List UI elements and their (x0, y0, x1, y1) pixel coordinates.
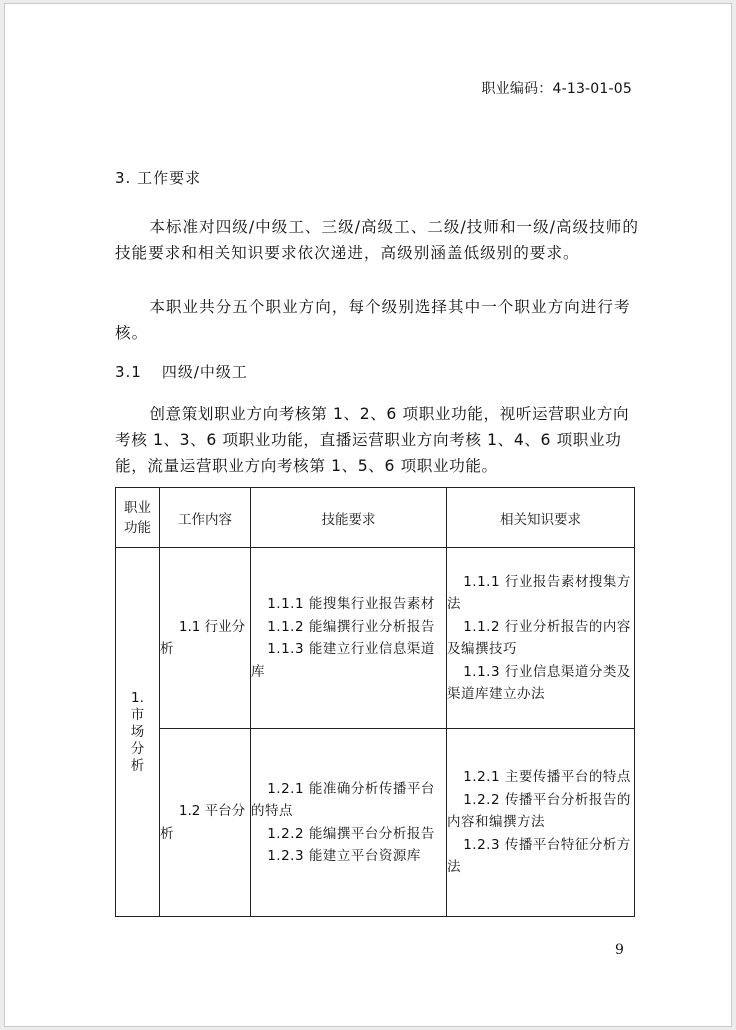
work-cell: 1.1 行业分析 (160, 548, 251, 729)
skills-cell (251, 729, 447, 917)
subsection-heading (115, 361, 248, 382)
section-paragraph-2: 本职业共分五个职业方向，每个级别选择其中一个职业方向进行考核。 (115, 298, 631, 342)
skill-item: 1.1.2 能编撰行业分析报告 (267, 618, 435, 635)
skill-item: 1.1.1 能搜集行业报告素材 (267, 596, 435, 612)
section-paragraph-1: 本标准对四级/中级工、三级/高级工、二级/技师和一级/高级技师的技能要求和相关知识要求依次递进，高级别涵盖低级别的要求。 (115, 218, 639, 262)
knowledge-item: 1.2.1 主要传播平台的特点 (463, 769, 631, 786)
knowledge-cell (447, 548, 635, 729)
skill-item: 1.2.3 能建立平台资源库 (267, 848, 421, 864)
knowledge-cell (447, 729, 635, 917)
function-cell: 1.市场分析 (116, 548, 160, 917)
knowledge-item: 1.2.3 传播平台特征分析方法 (447, 836, 631, 876)
skill-item: 1.2.2 能编撰平台分析报告 (267, 825, 435, 842)
skill-item: 1.2.1 能准确分析传播平台的特点 (251, 780, 435, 819)
subsection-title: 四级/中级工 (161, 363, 248, 381)
header-skills: 技能要求 (251, 488, 447, 548)
job-code: 职业编码：4-13-01-05 (481, 81, 632, 97)
header-work: 工作内容 (160, 488, 251, 548)
table-header-row (116, 488, 635, 548)
knowledge-item: 1.1.1 行业报告素材搜集方法 (447, 573, 631, 612)
subsection-paragraph: 创意策划职业方向考核第 1、2、6 项职业功能，视听运营职业方向考核 1、3、6 项职业功能，直播运营职业方向考核 1、4、6 项职业功能，流量运营职业方向考核第 1、5、6 项职业功能。 (115, 405, 630, 475)
work-cell: 1.2 平台分析 (160, 729, 251, 917)
page-number: 9 (615, 942, 624, 958)
header-function: 职业功能 (116, 488, 160, 548)
subsection-number: 3.1 (115, 363, 142, 381)
requirements-table (115, 487, 635, 917)
skill-item: 1.1.3 能建立行业信息渠道库 (251, 641, 435, 680)
table-row (116, 729, 635, 917)
knowledge-item: 1.1.3 行业信息渠道分类及渠道库建立办法 (447, 663, 631, 702)
header-knowledge: 相关知识要求 (447, 488, 635, 548)
skills-cell (251, 548, 447, 729)
document-page (4, 3, 732, 1027)
knowledge-item: 1.2.2 传播平台分析报告的内容和编撰方法 (447, 791, 631, 831)
section-title: 3. 工作要求 (115, 169, 202, 187)
knowledge-item: 1.1.2 行业分析报告的内容及编撰技巧 (447, 618, 631, 657)
table-row (116, 548, 635, 729)
